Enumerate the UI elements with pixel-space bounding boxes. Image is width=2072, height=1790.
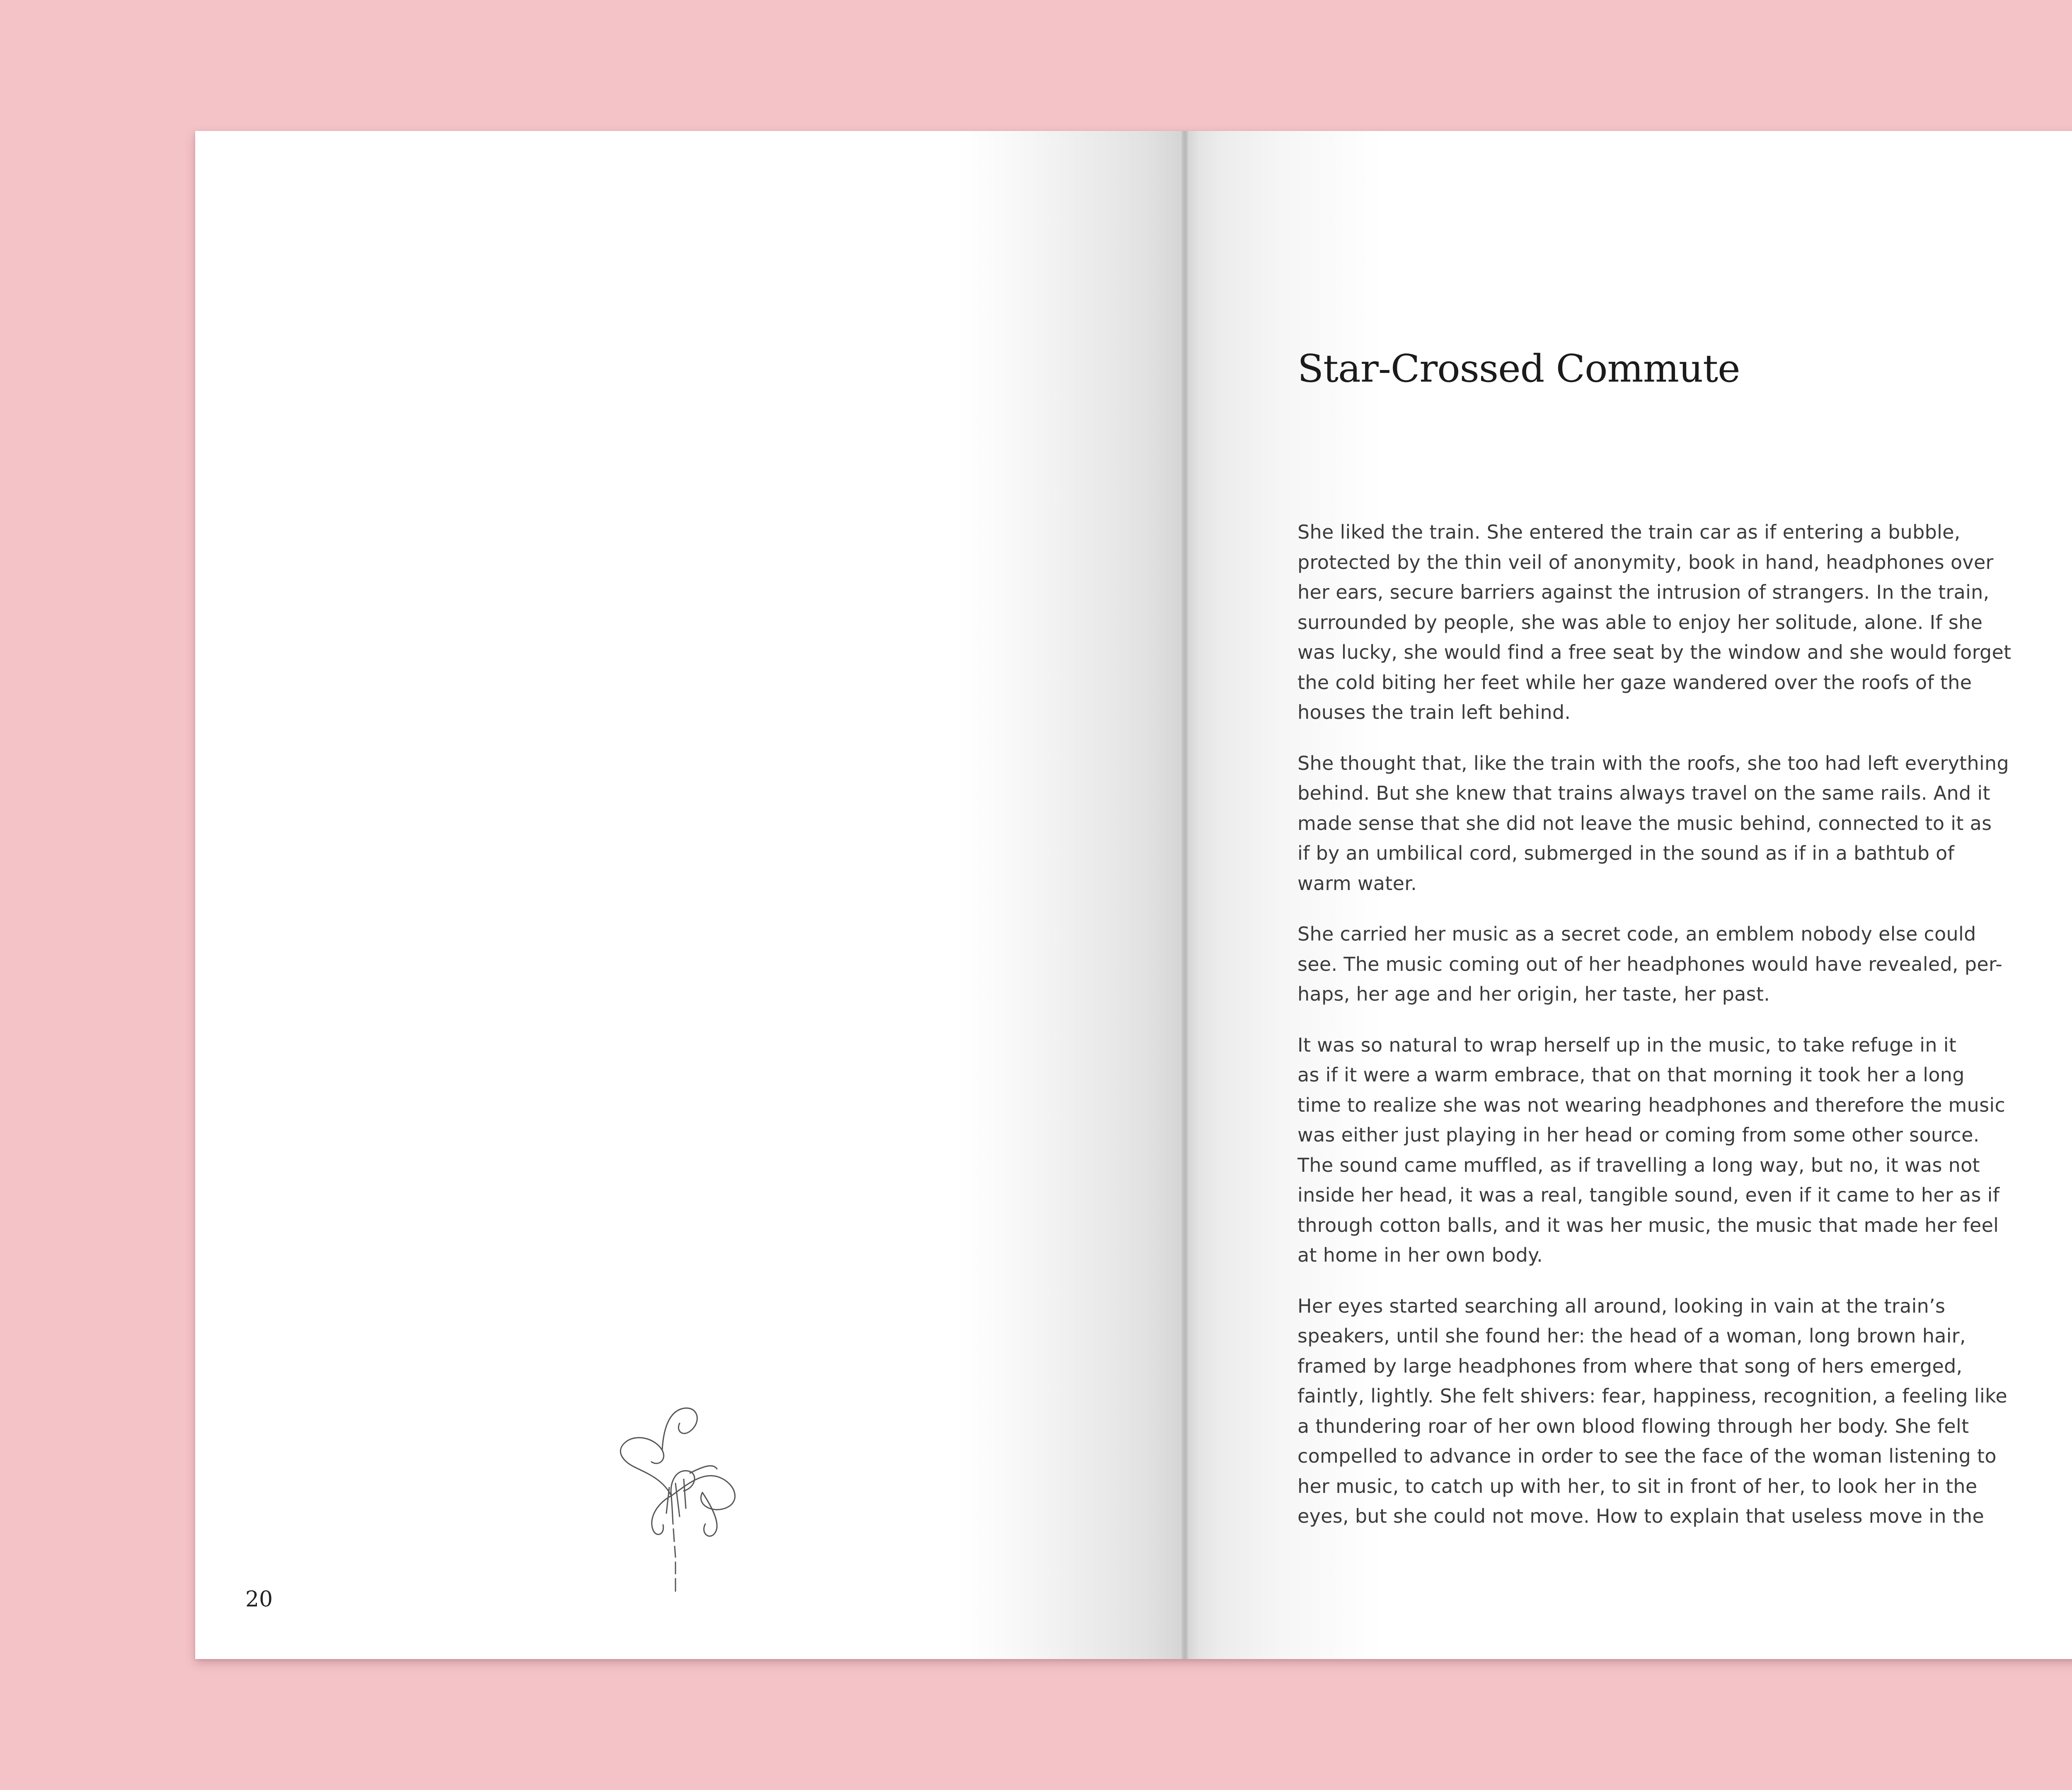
- text-line: It was so natural to wrap herself up in the music, to take refuge in it: [1297, 1033, 1957, 1056]
- text-line: speakers, until she found her: the head of a woman, long brown hair,: [1297, 1325, 1966, 1347]
- text-line: was either just playing in her head or coming from some other source.: [1297, 1124, 1980, 1146]
- paragraph: [1297, 919, 2072, 1009]
- text-line: She liked the train. She entered the train car as if entering a bubble,: [1297, 521, 1961, 543]
- book-gutter: [1181, 131, 1188, 1659]
- paragraph: [1297, 517, 2072, 728]
- text-line: made sense that she did not leave the music behind, connected to it as: [1297, 812, 1992, 835]
- text-line: her ears, secure barriers against the intrusion of strangers. In the train,: [1297, 581, 1990, 603]
- paragraph: [1297, 1030, 2072, 1270]
- text-line: her music, to catch up with her, to sit in front of her, to look her in the: [1297, 1475, 1978, 1497]
- text-line: surrounded by people, she was able to enjoy her solitude, alone. If she: [1297, 611, 1983, 634]
- left-page-number: 20: [245, 1587, 273, 1612]
- text-line: at home in her own body.: [1297, 1244, 1543, 1266]
- chapter-body: [1297, 517, 2072, 1552]
- text-line: haps, her age and her origin, her taste, her past.: [1297, 983, 1770, 1005]
- text-line: see. The music coming out of her headphones would have revealed, per-: [1297, 953, 2003, 975]
- text-line: The sound came muffled, as if travelling a long way, but no, it was not: [1297, 1154, 1980, 1176]
- text-line: behind. But she knew that trains always travel on the same rails. And it: [1297, 782, 1990, 804]
- text-line: the cold biting her feet while her gaze wandered over the roofs of the: [1297, 671, 1972, 694]
- text-line: compelled to advance in order to see the face of the woman listening to: [1297, 1445, 1997, 1467]
- paragraph: [1297, 748, 2072, 899]
- text-line: faintly, lightly. She felt shivers: fear, happiness, recognition, a feeling like: [1297, 1385, 2007, 1407]
- text-line: eyes, but she could not move. How to explain that useless move in the: [1297, 1505, 1985, 1527]
- text-line: as if it were a warm embrace, that on that morning it took her a long: [1297, 1064, 1965, 1086]
- text-line: framed by large headphones from where that song of hers emerged,: [1297, 1355, 1963, 1377]
- text-line: She carried her music as a secret code, an emblem nobody else could: [1297, 923, 1976, 945]
- chapter-title: Star-Crossed Commute: [1297, 346, 1740, 391]
- paragraph: [1297, 1291, 2072, 1531]
- text-line: through cotton balls, and it was her music, the music that made her feel: [1297, 1214, 1999, 1236]
- text-line: inside her head, it was a real, tangible sound, even if it came to her as if: [1297, 1184, 2000, 1206]
- text-line: if by an umbilical cord, submerged in the sound as if in a bathtub of: [1297, 842, 1955, 864]
- text-line: houses the train left behind.: [1297, 701, 1571, 723]
- text-line: a thundering roar of her own blood flowing through her body. She felt: [1297, 1415, 1969, 1437]
- text-line: protected by the thin veil of anonymity, book in hand, headphones over: [1297, 551, 1994, 573]
- text-line: time to realize she was not wearing headphones and therefore the music: [1297, 1093, 2006, 1116]
- text-line: She thought that, like the train with the roofs, she too had left everything: [1297, 752, 2009, 774]
- text-line: Her eyes started searching all around, looking in vain at the train’s: [1297, 1294, 1946, 1317]
- text-line: was lucky, she would find a free seat by the window and she would forget: [1297, 641, 2011, 663]
- text-line: warm water.: [1297, 872, 1417, 895]
- flower-line-drawing-icon: [613, 1384, 754, 1599]
